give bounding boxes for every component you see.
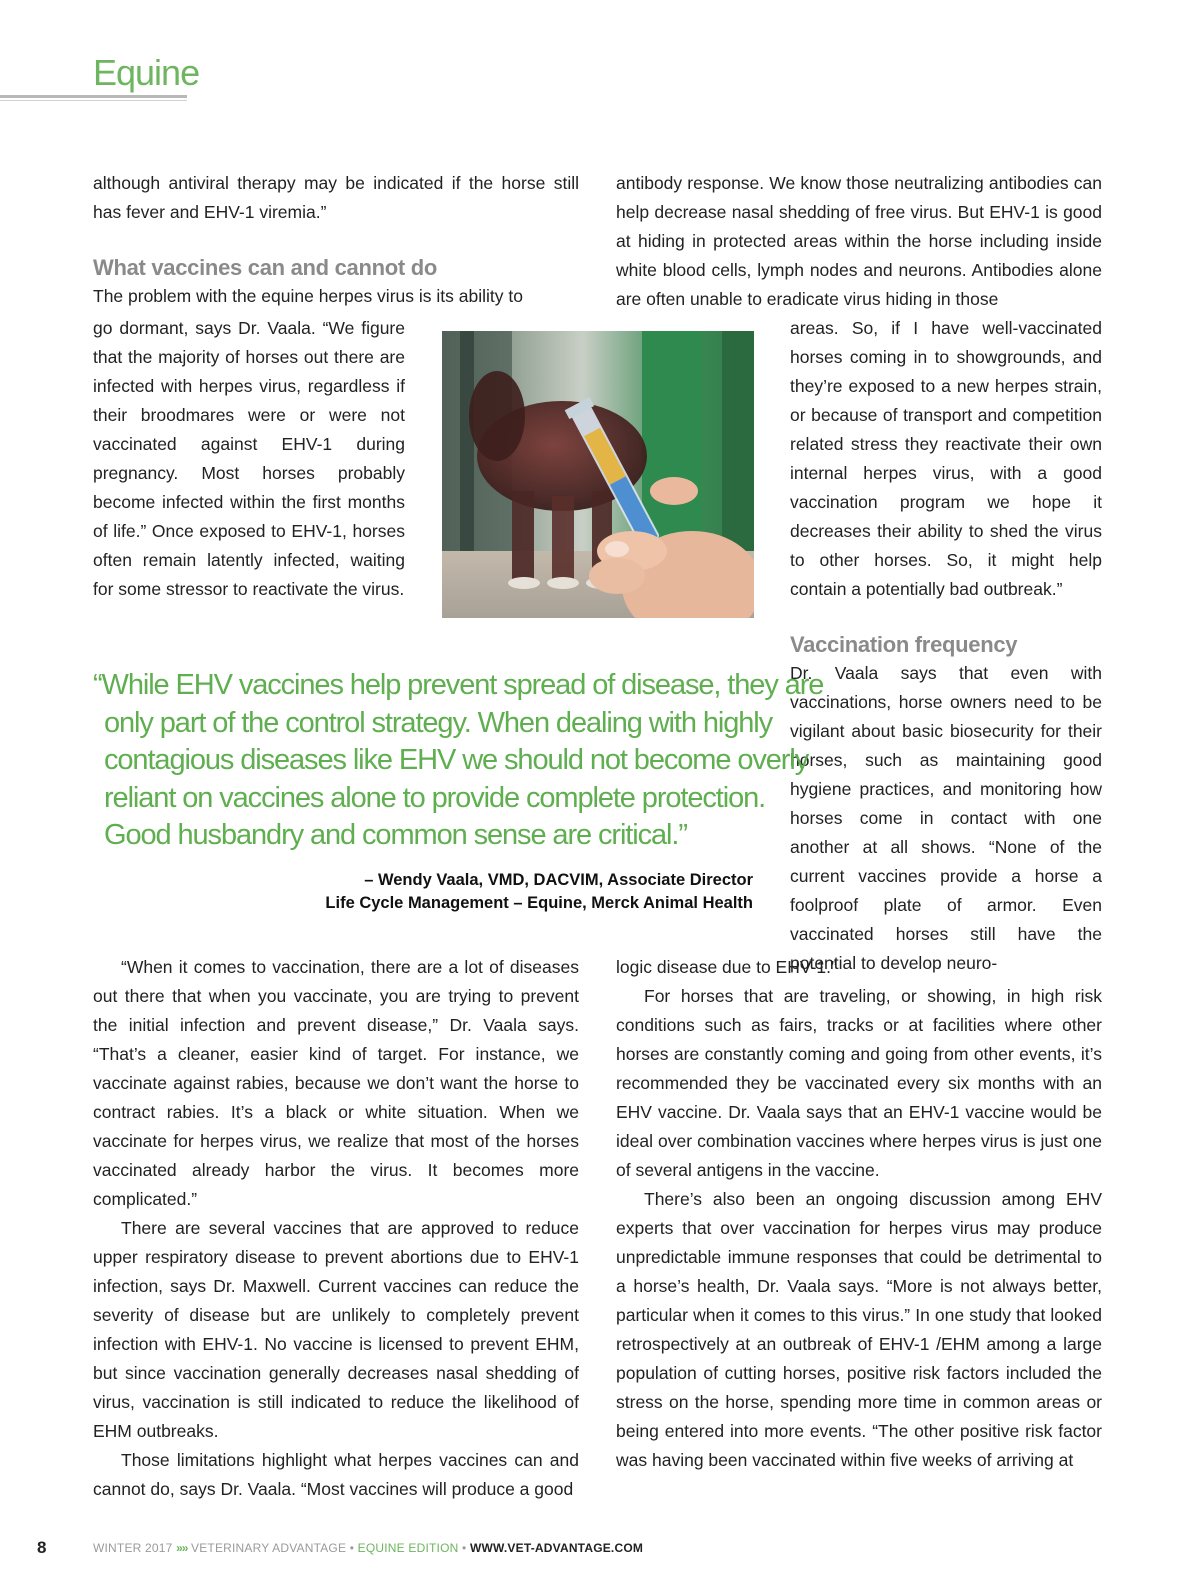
paragraph: For horses that are traveling, or showing, in high risk conditions such as fairs, tracks or at facilities where other horses are constantly coming and going from other events, it’s recommended they be vaccinated every six months with an EHV vaccine. Dr. Vaala says that an EHV-1 vaccine would be ideal over combination vaccines where herpes virus is just one of several antigens in the vaccine. [616, 986, 1102, 1180]
paragraph: The problem with the equine herpes virus is its ability to [93, 286, 523, 306]
pull-quote-line: only part of the control strategy. When dealing with highly [104, 706, 773, 739]
paragraph: although antiviral therapy may be indicated if the horse still has fever and EHV-1 viremia.” [93, 173, 579, 222]
paragraph: go dormant, says Dr. Vaala. “We figure that the majority of horses out there are infected with herpes virus, regardless if their broodmares were or were not vaccinated against EHV-1 during pregnancy. Most horses probably become infected within the first months of life.” Once exposed to EHV-1, horses often remain latently infected, waiting for some stressor to reactivate the virus. [93, 318, 405, 599]
right-column-continue [616, 953, 1102, 982]
section-title: Equine [93, 52, 200, 93]
paragraph: Dr. Vaala says that even with vaccinations, horse owners need to be vigilant about basic biosecurity for their horses, such as maintaining good hygiene practices, and monitoring how horses come in contact with one another at all shows. “None of the current vaccines provide a horse a foolproof plate of armor. Even vaccinated horses still have the potential to develop neuro- [790, 663, 1102, 973]
left-column-top [93, 169, 579, 311]
left-column-bottom [93, 953, 579, 1504]
subheading-what-vaccines: What vaccines can and cannot do [93, 255, 438, 280]
pull-quote-attribution [260, 869, 753, 915]
footer-separator: • [462, 1541, 467, 1555]
right-column-wrap [790, 314, 1102, 978]
paragraph: “When it comes to vaccination, there are a lot of diseases out there that when you vaccinate, you are trying to prevent the initial infection and prevent disease,” Dr. Vaala says. “That’s a cleaner, easier kind of target. For instance, we vaccinate against rabies, because we don’t want the horse to contract rabies. It’s a black or white situation. When we vaccinate for herpes virus, we realize that most of the horses vaccinated already harbor the virus. It becomes more complicated.” [93, 957, 579, 1209]
footer-issue: WINTER 2017 [93, 1541, 173, 1555]
pull-quote-line: contagious diseases like EHV we should not become overly [104, 744, 809, 776]
footer-publication: VETERINARY ADVANTAGE [191, 1541, 347, 1555]
header-rule-thin [0, 100, 187, 101]
pull-quote-line: Good husbandry and common sense are critical.” [104, 819, 687, 851]
paragraph: logic disease due to EHV-1.” [616, 957, 837, 977]
pull-quote [93, 667, 824, 855]
page-footer [0, 1538, 1200, 1562]
subheading-vaccination-frequency: Vaccination frequency [790, 632, 1018, 657]
header-rule [0, 95, 187, 98]
paragraph: antibody response. We know those neutralizing antibodies can help decrease nasal shedding of free virus. But EHV-1 is good at hiding in protected areas within the horse including inside white blood cells, lymph nodes and neurons. Antibodies alone are often unable to eradicate virus hiding in those [616, 173, 1102, 309]
footer-line [93, 1541, 643, 1555]
right-column-top [616, 169, 1102, 314]
paragraph: There’s also been an ongoing discussion among EHV experts that over vaccination for herpes virus may produce unpredictable immune responses that could be detrimental to a horse’s health, Dr. Vaala says. “More is not always better, particular when it comes to this virus.” In one study that looked retrospectively at an outbreak of EHV-1 /EHM among a large population of cutting horses, positive risk factors included the stress on the horse, spending more time in common areas or being entered into more events. “The other positive risk factor was having been vaccinated within five weeks of arriving at [616, 1189, 1102, 1470]
attribution-line: Life Cycle Management – Equine, Merck Animal Health [325, 894, 753, 912]
right-column-bottom [616, 982, 1102, 1475]
paragraph: Those limitations highlight what herpes vaccines can and cannot do, says Dr. Vaala. “Most vaccines will produce a good [93, 1450, 579, 1499]
paragraph: There are several vaccines that are approved to reduce upper respiratory disease to prevent abortions due to EHV-1 infection, says Dr. Maxwell. Current vaccines can reduce the severity of disease but are unlikely to completely prevent infection with EHV-1. No vaccine is licensed to prevent EHM, but since vaccination generally decreases nasal shedding of virus, vaccination is still indicated to reduce the likelihood of EHM outbreaks. [93, 1218, 579, 1441]
left-column-wrap [93, 314, 405, 604]
arrows-icon: »» [176, 1541, 188, 1555]
horse-syringe-photo [442, 331, 754, 618]
footer-separator: • [349, 1541, 355, 1555]
footer-url[interactable]: WWW.VET-ADVANTAGE.COM [469, 1541, 644, 1555]
paragraph: areas. So, if I have well-vaccinated horses coming in to showgrounds, and they’re exposed to a new herpes strain, or because of transport and competition related stress they reactivate their own internal herpes virus, with a good vaccination program we hope it decreases their ability to shed the virus to other horses. So, it might help contain a potentially bad outbreak.” [790, 318, 1102, 599]
page-number: 8 [37, 1538, 47, 1557]
footer-edition: EQUINE EDITION [357, 1541, 459, 1555]
pull-quote-line: “While EHV vaccines help prevent spread of disease, they are [93, 669, 824, 701]
pull-quote-line: reliant on vaccines alone to provide complete protection. [104, 781, 766, 814]
attribution-line: – Wendy Vaala, VMD, DACVIM, Associate Director [364, 871, 753, 889]
